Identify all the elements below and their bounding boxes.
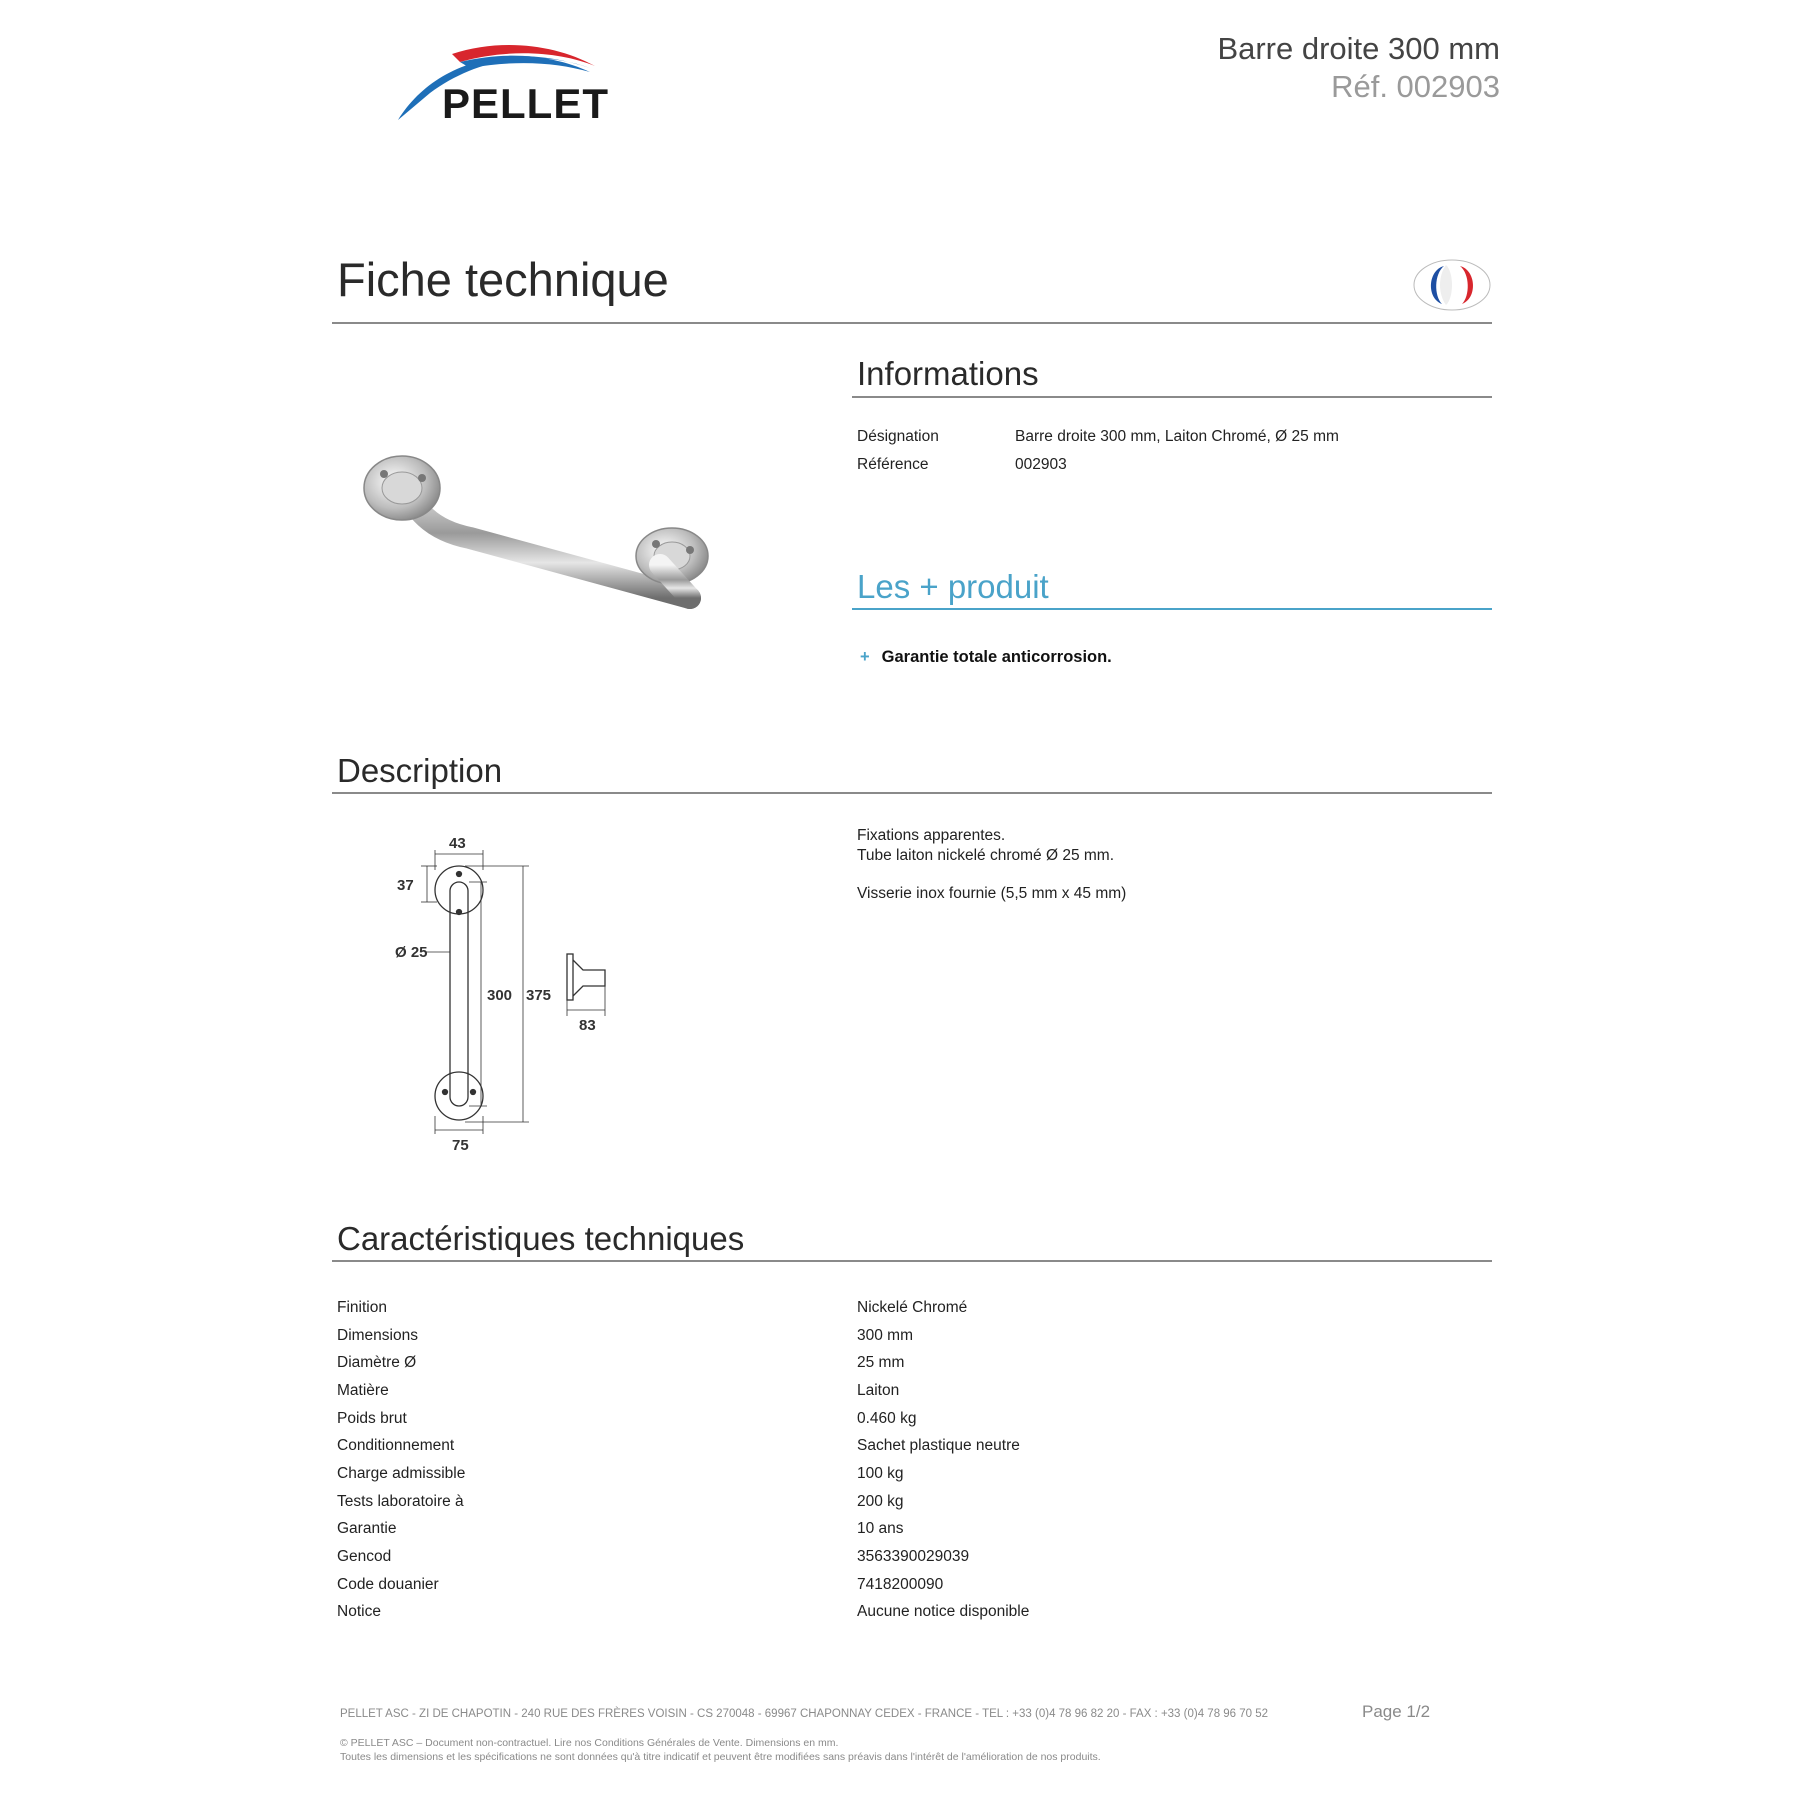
spec-label: Conditionnement	[337, 1437, 455, 1455]
spec-value: 200 kg	[857, 1492, 904, 1510]
table-row	[337, 1377, 1487, 1405]
legal-line: © PELLET ASC – Document non-contractuel. Lire nos Conditions Générales de Vente. Dimensions en mm.	[340, 1737, 839, 1749]
footer-legal	[340, 1736, 1101, 1764]
spec-label: Tests laboratoire à	[337, 1492, 464, 1510]
informations-title: Informations	[857, 355, 1039, 392]
table-row	[337, 1488, 1487, 1516]
spec-value: 0.460 kg	[857, 1409, 917, 1427]
table-row	[337, 1571, 1487, 1599]
dim-label-37: 37	[397, 877, 414, 894]
table-row	[337, 1432, 1487, 1460]
description-line: Fixations apparentes.	[857, 827, 1006, 844]
table-row	[337, 1349, 1487, 1377]
info-label: Référence	[857, 456, 929, 473]
plus-produit-rule	[852, 608, 1492, 610]
technical-drawing	[395, 830, 635, 1150]
caracteristiques-rule	[332, 1260, 1492, 1262]
title-rule	[332, 322, 1492, 324]
dim-label-diameter: Ø 25	[395, 944, 428, 961]
info-row-reference	[857, 456, 1067, 474]
description-title: Description	[337, 752, 503, 789]
dim-label-43: 43	[449, 835, 466, 852]
spec-label: Code douanier	[337, 1575, 439, 1593]
description-line: Visserie inox fournie (5,5 mm x 45 mm)	[857, 885, 1127, 902]
spec-label: Garantie	[337, 1520, 397, 1538]
spec-label: Diamètre Ø	[337, 1354, 417, 1372]
plus-icon: +	[860, 648, 870, 666]
page-title: Fiche technique	[337, 253, 669, 306]
spec-value: Aucune notice disponible	[857, 1603, 1030, 1621]
table-row	[337, 1322, 1487, 1350]
plus-produit-item	[860, 648, 1112, 667]
spec-value: 25 mm	[857, 1354, 905, 1372]
spec-table	[337, 1294, 1487, 1626]
table-row	[337, 1516, 1487, 1544]
description-spacer	[857, 866, 1126, 884]
spec-value: 7418200090	[857, 1575, 944, 1593]
spec-value: Nickelé Chromé	[857, 1298, 968, 1316]
spec-value: 3563390029039	[857, 1548, 970, 1566]
spec-label: Poids brut	[337, 1409, 407, 1427]
table-row	[337, 1599, 1487, 1627]
grab-bar-image	[360, 360, 710, 700]
info-label: Désignation	[857, 428, 939, 445]
dim-label-300: 300	[487, 987, 513, 1004]
spec-label: Gencod	[337, 1548, 392, 1566]
french-flag-icon	[1412, 258, 1492, 312]
page-number: Page 1/2	[1362, 1702, 1431, 1721]
table-row	[337, 1405, 1487, 1433]
info-value: 002903	[1015, 456, 1067, 473]
description-line: Tube laiton nickelé chromé Ø 25 mm.	[857, 847, 1115, 864]
legal-line: Toutes les dimensions et les spécifications ne sont données qu'à titre indicatif et peuvent être modifiées sans préavis dans l'intérêt de l'amélioration de nos produits.	[340, 1751, 1101, 1763]
plus-item-text: Garantie totale anticorrosion.	[881, 648, 1112, 666]
footer-address: PELLET ASC - ZI DE CHAPOTIN - 240 RUE DES FRÈRES VOISIN - CS 270048 - 69967 CHAPONNAY CEDEX - FRANCE - TEL : +33 (0)4 78 96 82 20 - FAX : +33 (0)4 78 96 70 52	[340, 1708, 1269, 1720]
spec-label: Notice	[337, 1603, 381, 1621]
spec-label: Charge admissible	[337, 1464, 466, 1482]
table-row	[337, 1543, 1487, 1571]
info-row-designation	[857, 428, 1339, 446]
fabrication-francaise-badge	[1412, 258, 1492, 312]
product-reference: Réf. 002903	[1331, 69, 1500, 104]
logo-text: PELLET	[442, 80, 610, 127]
table-row	[337, 1294, 1487, 1322]
caracteristiques-title: Caractéristiques techniques	[337, 1220, 745, 1257]
table-row	[337, 1460, 1487, 1488]
informations-rule	[852, 396, 1492, 398]
info-value: Barre droite 300 mm, Laiton Chromé, Ø 25 mm	[1015, 428, 1339, 445]
dimension-drawing	[395, 830, 635, 1150]
spec-value: 300 mm	[857, 1326, 913, 1344]
spec-label: Matière	[337, 1381, 389, 1399]
product-title: Barre droite 300 mm	[1217, 31, 1500, 66]
spec-value: 100 kg	[857, 1464, 904, 1482]
dim-label-83: 83	[579, 1017, 596, 1034]
dim-label-375: 375	[526, 987, 552, 1004]
dim-label-75: 75	[452, 1137, 469, 1150]
header-product	[1217, 30, 1500, 106]
spec-label: Dimensions	[337, 1326, 418, 1344]
spec-value: Sachet plastique neutre	[857, 1437, 1020, 1455]
plus-produit-title: Les + produit	[857, 568, 1049, 605]
spec-value: Laiton	[857, 1381, 900, 1399]
spec-label: Finition	[337, 1298, 387, 1316]
description-rule	[332, 792, 1492, 794]
description-text	[857, 826, 1126, 904]
pellet-logo	[390, 38, 640, 128]
product-photo	[360, 360, 710, 700]
spec-value: 10 ans	[857, 1520, 904, 1538]
